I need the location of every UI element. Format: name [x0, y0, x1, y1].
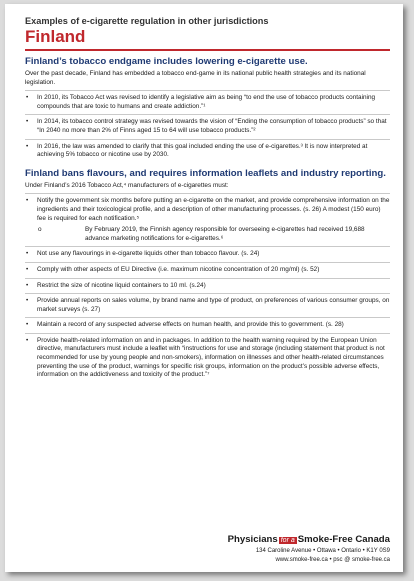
list-item-text: Restrict the size of nicotine liquid containers to 10 ml. (s.24) [37, 281, 206, 289]
title-rule [25, 49, 390, 51]
divider [25, 246, 390, 247]
list-item-text: Comply with other aspects of EU Directive (i.e. maximum nicotine concentration of 20 mg/ml) (s. 52) [37, 265, 320, 273]
bullet-icon: • [26, 142, 29, 150]
endgame-bullet-list [25, 90, 390, 160]
organization-footer [228, 534, 390, 564]
divider [25, 293, 390, 294]
divider [25, 193, 390, 194]
list-item [25, 143, 390, 160]
bullet-icon: • [26, 197, 29, 205]
organization-logo [228, 534, 390, 547]
list-item [25, 297, 390, 314]
list-item [25, 266, 390, 275]
list-item-text: In 2014, its tobacco control strategy was revised towards the vision of “Ending the consumption of tobacco products” so that “In 2040 no more than 2% of Finns aged 15 to 64 will use tobacco products.”² [37, 118, 387, 134]
divider [25, 114, 390, 115]
list-item-text: Provide annual reports on sales volume, by brand name and type of product, on preferences of various consumer groups, on market surveys (s. 27) [37, 297, 390, 313]
bullet-icon: • [26, 321, 29, 329]
page-title: Finland [25, 27, 86, 46]
list-item [25, 197, 390, 243]
section-intro-endgame: Over the past decade, Finland has embedded a tobacco end-game in its national public health strategies and its national legislation. [25, 70, 366, 86]
org-name-for: for a [280, 537, 295, 545]
document-page [5, 4, 403, 572]
sub-bullet-icon: o [38, 226, 42, 234]
list-item [25, 321, 390, 330]
section-heading-endgame: Finland’s tobacco endgame includes lowering e-cigarette use. [25, 56, 308, 67]
list-item [25, 282, 390, 291]
divider [25, 278, 390, 279]
list-item-text: Not use any flavourings in e-cigarette liquids other than tobacco flavour. (s. 24) [37, 250, 260, 258]
list-item [25, 94, 390, 111]
divider [25, 317, 390, 318]
section-intro-flavours: Under Finland’s 2016 Tobacco Act,⁴ manufacturers of e-cigarettes must: [25, 181, 229, 189]
org-name-part2: Smoke-Free Canada [297, 534, 390, 546]
list-item-text: In 2016, the law was amended to clarify that this goal included ending the use of e-cigarettes.³ It is now interpreted at achieving 5% tobacco or nicotine use by 2030. [37, 142, 368, 159]
bullet-icon: • [26, 281, 29, 289]
flavours-bullet-list [25, 193, 390, 380]
divider [25, 90, 390, 91]
org-name-part1: Physicians [227, 534, 278, 546]
list-item [25, 250, 390, 259]
bullet-icon: • [26, 94, 29, 102]
document-kicker: Examples of e-cigarette regulation in other jurisdictions [25, 16, 269, 26]
divider [25, 262, 390, 263]
bullet-icon: • [26, 265, 29, 273]
divider [25, 333, 390, 334]
list-item-text: Notify the government six months before putting an e-cigarette on the market, and provide comprehensive information on the ingredients and their toxicological profile, and a description of other manufacturing processes. (s. 26) A modest (150 euro) fee is required for each notification.⁵ [37, 197, 390, 222]
section-heading-flavours: Finland bans flavours, and requires information leaflets and industry reporting. [25, 167, 386, 179]
list-item [25, 337, 390, 380]
list-item-text: Provide health-related information on and in packages. In addition to the health warning required by the European Union directive, manufacturers must include a leaflet with “instructions for use and storage (including statement that product is not recommended for use by young people and non-smokers), information on illnesses and other health-related circumstances preventing the use of the product, warnings for specific risk groups, information on the product’s possible adverse effects, information on the addictiveness and toxicity of the product.”⁷ [37, 336, 385, 379]
bullet-icon: • [26, 118, 29, 126]
bullet-icon: • [26, 250, 29, 258]
list-item-text: Maintain a record of any suspected adverse effects on human health, and provide this to government. (s. 28) [37, 321, 344, 329]
org-address: 134 Caroline Avenue • Ottawa • Ontario • K1Y 0S9 [255, 548, 390, 555]
bullet-icon: • [26, 336, 29, 344]
bullet-icon: • [26, 297, 29, 305]
list-item [25, 118, 390, 135]
org-contact: www.smoke-free.ca • psc @ smoke-free.ca [275, 556, 390, 563]
list-item-text: In 2010, its Tobacco Act was revised to identify a legislative aim as being “to end the use of tobacco products containing compounds that are toxic to humans and create addiction.”¹ [37, 94, 376, 110]
sub-list-item [37, 226, 390, 243]
sub-list-item-text: By February 2019, the Finnish agency responsible for overseeing e-cigarettes had received 19,688 advance marketing notifications for e-cigarettes.⁶ [85, 226, 365, 242]
divider [25, 139, 390, 140]
